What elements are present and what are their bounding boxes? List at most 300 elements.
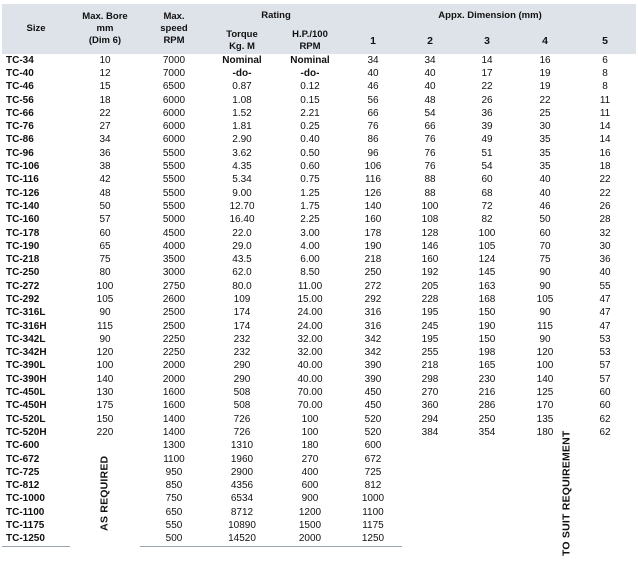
table-row	[2, 307, 636, 320]
dim-5-cell: 14	[599, 121, 611, 133]
table-row	[2, 147, 636, 160]
bore-header-line2: mm	[96, 23, 114, 34]
torque-header	[208, 28, 276, 54]
dim-3-cell: 165	[478, 360, 496, 372]
dim-1-cell: 672	[364, 453, 382, 465]
dim-1-cell: 1100	[362, 506, 384, 518]
dim-4-cell: 75	[539, 254, 551, 266]
dim-1-cell: 725	[364, 466, 382, 478]
size-cell: TC-116	[6, 174, 39, 186]
torque-cell: 9.00	[232, 187, 252, 199]
dim-1-cell: 40	[367, 67, 379, 79]
dim-3-cell: 124	[478, 254, 496, 266]
rpm-cell: 1400	[162, 413, 186, 425]
max-bore-header	[70, 4, 140, 54]
dim-1-cell: 342	[364, 333, 382, 345]
torque-cell: 80.0	[232, 280, 252, 292]
size-cell: TC-160	[6, 214, 40, 226]
hp-header	[276, 28, 344, 54]
dim-col-4-header: 4	[516, 28, 574, 54]
size-cell: TC-140	[6, 200, 40, 212]
hp-cell: 0.12	[300, 81, 320, 93]
dim-4-cell: 16	[539, 54, 551, 66]
dim-1-cell: 1000	[361, 493, 385, 505]
size-cell: TC-390L	[6, 360, 46, 372]
dim-5-cell: 47	[599, 293, 611, 305]
dim-5-cell: 22	[599, 187, 611, 199]
size-cell: TC-40	[6, 67, 34, 79]
dim-3-cell: 54	[481, 161, 493, 173]
torque-cell: 1.08	[232, 94, 252, 106]
torque-cell: 22.0	[232, 227, 252, 239]
dim-1-cell: 56	[367, 94, 379, 106]
rpm-cell: 4000	[162, 240, 186, 252]
torque-cell: 10890	[228, 520, 256, 532]
hp-cell: 4.00	[300, 240, 320, 252]
dim-4-cell: 100	[536, 360, 554, 372]
rpm-cell: 2600	[162, 293, 186, 305]
torque-cell: 4.35	[232, 161, 252, 173]
dim-1-cell: 126	[364, 187, 382, 199]
dim-3-cell: 17	[481, 67, 493, 79]
rpm-cell: 5500	[162, 147, 186, 159]
hp-cell: Nominal	[290, 54, 330, 66]
dim-3-cell: 14	[481, 54, 493, 66]
bore-cell: 18	[99, 94, 111, 106]
size-cell: TC-106	[6, 161, 40, 173]
dim-4-cell: 40	[539, 187, 551, 199]
size-cell: TC-520H	[6, 426, 47, 438]
size-cell: TC-600	[6, 440, 40, 452]
hp-cell: 1.25	[300, 187, 320, 199]
rpm-cell: 5500	[162, 174, 186, 186]
dim-3-cell: 68	[481, 187, 493, 199]
rpm-cell: 2250	[162, 347, 186, 359]
dim-3-cell: 190	[478, 320, 496, 332]
table-row	[2, 67, 636, 80]
table-row	[2, 320, 636, 333]
dim-3-cell: 105	[478, 240, 496, 252]
table-row	[2, 187, 636, 200]
dim-5-cell: 28	[599, 214, 611, 226]
dim-5-cell: 18	[599, 161, 611, 173]
dim-2-cell: 195	[421, 333, 439, 345]
rpm-cell: 7000	[162, 54, 186, 66]
dim-5-cell: 16	[599, 147, 611, 159]
rpm-cell: 4500	[162, 227, 186, 239]
dim-2-cell: 108	[421, 214, 439, 226]
bore-cell: 150	[96, 413, 114, 425]
hp-cell: -do-	[300, 67, 320, 79]
dim-5-cell: 47	[599, 307, 611, 319]
table-row	[2, 174, 636, 187]
bore-cell: 12	[99, 67, 111, 79]
bore-cell: 38	[99, 161, 111, 173]
dim-5-cell: 8	[602, 67, 608, 79]
dim-to-suit-note: TO SUIT REQUIREMENT	[560, 430, 573, 556]
table-row	[2, 240, 636, 253]
dim-1-cell: 390	[364, 373, 382, 385]
rpm-cell: 950	[165, 466, 183, 478]
speed-header-line1: Max.	[163, 11, 185, 22]
dim-4-cell: 19	[539, 67, 551, 79]
rpm-cell: 3500	[162, 254, 186, 266]
dim-1-cell: 160	[364, 214, 382, 226]
torque-cell: Nominal	[222, 54, 262, 66]
dim-4-cell: 90	[539, 280, 551, 292]
dim-4-cell: 40	[539, 174, 551, 186]
torque-cell: 290	[233, 373, 251, 385]
dim-2-cell: 192	[421, 267, 439, 279]
rpm-cell: 2000	[162, 360, 186, 372]
size-cell: TC-725	[6, 466, 40, 478]
table-row	[2, 227, 636, 240]
torque-cell: 29.0	[232, 240, 252, 252]
torque-cell: -do-	[232, 67, 252, 79]
torque-cell: 43.5	[232, 254, 252, 266]
dim-4-cell: 140	[536, 373, 554, 385]
dim-5-cell: 60	[599, 387, 611, 399]
hp-cell: 24.00	[297, 307, 323, 319]
size-cell: TC-450L	[6, 387, 46, 399]
dim-4-cell: 35	[539, 134, 551, 146]
size-cell: TC-250	[6, 267, 40, 279]
hp-cell: 0.50	[300, 147, 320, 159]
dim-5-cell: 11	[599, 94, 611, 106]
dim-4-cell: 25	[539, 107, 551, 119]
speed-header-line3: RPM	[163, 35, 185, 46]
dim-3-cell: 60	[481, 174, 493, 186]
hp-cell: 600	[301, 480, 319, 492]
size-cell: TC-190	[6, 240, 40, 252]
size-cell: TC-86	[6, 134, 34, 146]
dim-5-cell: 53	[599, 347, 611, 359]
hp-cell: 8.50	[300, 267, 320, 279]
table-body	[2, 54, 636, 556]
dim-3-cell: 286	[478, 400, 496, 412]
rpm-cell: 500	[140, 533, 208, 547]
rpm-cell: 5500	[162, 200, 186, 212]
size-cell: TC-672	[6, 453, 40, 465]
speed-header-line2: speed	[160, 23, 188, 34]
dim-5-cell: 32	[599, 227, 611, 239]
dim-5-cell: 22	[599, 174, 611, 186]
rpm-cell: 1100	[163, 453, 185, 465]
dim-3-cell: 150	[478, 307, 496, 319]
dim-5-cell: 47	[599, 320, 611, 332]
hp-cell: 180	[301, 440, 319, 452]
dim-5-cell: 60	[599, 400, 611, 412]
dim-2-cell: 298	[421, 373, 439, 385]
dim-2-cell: 294	[421, 413, 439, 425]
dim-2-cell: 34	[424, 54, 436, 66]
size-cell: TC-46	[6, 81, 34, 93]
torque-cell: 1.52	[232, 107, 252, 119]
dim-3-cell: 51	[481, 147, 493, 159]
hp-cell: 0.75	[300, 174, 320, 186]
bore-cell: 220	[96, 426, 114, 438]
torque-cell: 1960	[230, 453, 254, 465]
dim-col-1-header: 1	[344, 28, 402, 54]
torque-cell: 1310	[230, 440, 254, 452]
dim-1-cell: 450	[364, 387, 382, 399]
size-header: Size	[2, 4, 70, 54]
bore-cell: 80	[99, 267, 111, 279]
dim-4-cell: 170	[536, 400, 554, 412]
size-cell: TC-66	[6, 107, 34, 119]
rpm-cell: 6500	[162, 81, 186, 93]
dim-2-cell: 228	[421, 293, 439, 305]
table-row	[2, 94, 636, 107]
rating-header: Rating	[208, 4, 344, 28]
hp-cell: 24.00	[297, 320, 323, 332]
hp-cell: 100	[301, 413, 319, 425]
size-cell: TC-96	[6, 147, 34, 159]
bore-cell: 140	[96, 373, 114, 385]
dim-3-cell: 36	[481, 107, 493, 119]
bore-cell: 22	[99, 107, 111, 119]
dim-3-cell: 39	[481, 121, 493, 133]
size-cell: TC-126	[6, 187, 40, 199]
dim-1-cell: 218	[364, 254, 382, 266]
dim-3-cell: 82	[481, 214, 493, 226]
bore-cell: 57	[99, 214, 111, 226]
torque-cell: 12.70	[229, 200, 255, 212]
bore-cell: 100	[96, 280, 114, 292]
dim-4-cell: 125	[536, 387, 554, 399]
dim-3-cell: 150	[478, 333, 496, 345]
dim-4-cell: 22	[539, 94, 551, 106]
table-row	[2, 134, 636, 147]
dim-1-cell: 1175	[362, 520, 384, 532]
table-row	[2, 253, 636, 266]
bore-as-required-note: AS REQUIRED	[98, 455, 111, 531]
dim-1-cell: 600	[364, 440, 382, 452]
hp-cell: 3.00	[300, 227, 320, 239]
dim-1-cell: 34	[367, 54, 379, 66]
size-cell: TC-1000	[6, 493, 45, 505]
dim-2-cell: 255	[421, 347, 439, 359]
dim-2-cell: 66	[424, 121, 436, 133]
table-row	[2, 267, 636, 280]
rpm-cell: 2500	[162, 307, 186, 319]
dim-2-cell: 128	[421, 227, 439, 239]
rpm-cell: 1600	[162, 400, 186, 412]
torque-header-line1: Torque	[226, 29, 258, 40]
bore-cell: 120	[96, 347, 114, 359]
hp-cell: 40.00	[297, 360, 323, 372]
table-row	[2, 386, 636, 399]
coupling-spec-table	[2, 4, 636, 556]
dim-4-cell: 19	[539, 81, 551, 93]
table-row	[2, 120, 636, 133]
dim-4-cell: 90	[539, 267, 551, 279]
dim-1-cell: 520	[364, 426, 382, 438]
table-row	[2, 293, 636, 306]
dim-4-cell: 90	[539, 333, 551, 345]
dim-4-cell: 120	[536, 347, 554, 359]
dim-2-cell: 40	[424, 67, 436, 79]
torque-cell: 5.34	[232, 174, 252, 186]
dim-1-cell: 106	[364, 161, 382, 173]
dim-4-cell: 135	[536, 413, 554, 425]
table-row	[2, 426, 636, 439]
torque-header-line2: Kg. M	[229, 41, 255, 52]
dim-5-cell: 26	[599, 200, 611, 212]
table-row	[2, 333, 636, 346]
dim-1-cell: 250	[364, 267, 382, 279]
dim-1-cell: 450	[364, 400, 382, 412]
dim-5-cell: 40	[599, 267, 611, 279]
dim-5-cell: 14	[599, 134, 611, 146]
table-row	[2, 54, 636, 67]
table-row	[2, 107, 636, 120]
dim-2-cell: 54	[424, 107, 436, 119]
rpm-cell: 850	[165, 480, 183, 492]
size-cell: TC-450H	[6, 400, 47, 412]
dim-1-cell: 96	[367, 147, 379, 159]
torque-cell: 3.62	[232, 147, 252, 159]
hp-cell: 0.15	[300, 94, 320, 106]
dim-2-cell: 88	[424, 174, 436, 186]
rpm-cell: 6000	[162, 107, 186, 119]
bore-header-line3: (Dim 6)	[88, 35, 122, 46]
size-cell: TC-1250	[2, 533, 70, 547]
hp-cell: 15.00	[297, 293, 323, 305]
bore-cell: 15	[99, 81, 111, 93]
torque-cell: 508	[233, 387, 251, 399]
hp-cell: 400	[301, 466, 319, 478]
hp-cell: 2.21	[300, 107, 320, 119]
dim-5-cell: 57	[599, 373, 611, 385]
dim-1-cell: 342	[364, 347, 382, 359]
dim-3-cell: 145	[478, 267, 496, 279]
dim-1-cell: 66	[367, 107, 379, 119]
dim-3-cell: 72	[481, 200, 493, 212]
torque-cell: 8712	[230, 506, 254, 518]
dim-5-cell: 30	[599, 240, 611, 252]
dimension-header: Appx. Dimension (mm)	[344, 4, 636, 28]
dim-4-cell: 30	[539, 121, 551, 133]
hp-cell: 1200	[298, 506, 322, 518]
dim-3-cell: 168	[478, 293, 496, 305]
dim-4-cell: 60	[539, 227, 551, 239]
hp-cell: 70.00	[297, 387, 323, 399]
dim-3-cell: 250	[478, 413, 496, 425]
bore-cell: 48	[99, 187, 111, 199]
dim-2-cell: 245	[421, 320, 439, 332]
rpm-cell: 5500	[162, 187, 186, 199]
rpm-cell: 6000	[162, 134, 186, 146]
hp-cell: 11.00	[297, 280, 323, 292]
dim-2-cell: 270	[421, 387, 439, 399]
bore-cell: 36	[99, 147, 111, 159]
torque-cell: 508	[233, 400, 251, 412]
dim-col-3-header: 3	[458, 28, 516, 54]
rpm-cell: 6000	[162, 121, 186, 133]
dim-1-cell: 178	[364, 227, 382, 239]
dim-1-cell: 292	[364, 293, 382, 305]
dim-3-cell: 26	[481, 94, 493, 106]
hp-header-line1: H.P./100	[292, 29, 328, 40]
hp-cell: 0.60	[300, 161, 320, 173]
table-row	[2, 214, 636, 227]
bore-header-line1: Max. Bore	[82, 11, 128, 22]
dim-5-cell: 55	[599, 280, 611, 292]
size-cell: TC-390H	[6, 373, 47, 385]
table-row	[2, 413, 636, 426]
dim-2-cell: 384	[421, 426, 439, 438]
rpm-cell: 3000	[162, 267, 186, 279]
bore-cell: 42	[99, 174, 111, 186]
bore-cell: 50	[99, 200, 111, 212]
dim-1-cell: 140	[364, 200, 382, 212]
dim-1-cell: 272	[364, 280, 382, 292]
hp-cell: 0.40	[300, 134, 320, 146]
dim-4-cell: 46	[539, 200, 551, 212]
dim-3-cell: 22	[481, 81, 493, 93]
dim-1-cell: 76	[367, 121, 379, 133]
bore-cell: 175	[96, 400, 114, 412]
torque-cell: 1.81	[232, 121, 252, 133]
dim-5-cell: 62	[599, 426, 611, 438]
dim-1-cell: 520	[364, 413, 382, 425]
bore-cell: 90	[99, 307, 111, 319]
bore-cell: 65	[99, 240, 111, 252]
rpm-cell: 2500	[162, 320, 186, 332]
max-speed-header	[140, 4, 208, 54]
dim-3-cell: 198	[478, 347, 496, 359]
dim-col-2-header: 2	[402, 28, 458, 54]
dim-3-cell: 100	[478, 227, 496, 239]
bore-cell: 60	[99, 227, 111, 239]
torque-cell: 62.0	[232, 267, 252, 279]
dim-5-cell: 11	[599, 107, 611, 119]
table-row	[2, 200, 636, 213]
table-row	[2, 280, 636, 293]
size-cell: TC-812	[6, 480, 40, 492]
table-row	[2, 160, 636, 173]
torque-cell: 726	[233, 413, 251, 425]
dim-2-cell: 195	[421, 307, 439, 319]
torque-cell: 14520	[208, 533, 276, 547]
dim-3-cell: 163	[478, 280, 496, 292]
torque-cell: 232	[233, 333, 251, 345]
hp-cell: 40.00	[297, 373, 323, 385]
hp-cell: 70.00	[297, 400, 323, 412]
rpm-cell: 1600	[162, 387, 186, 399]
table-row	[2, 360, 636, 373]
rpm-cell: 5500	[162, 161, 186, 173]
size-cell: TC-342L	[6, 333, 46, 345]
hp-cell: 100	[301, 426, 319, 438]
dim-5-cell: 62	[599, 413, 611, 425]
hp-cell: 2.25	[300, 214, 320, 226]
bore-cell: 130	[96, 387, 114, 399]
dim-2-cell: 160	[421, 254, 439, 266]
hp-cell: 1500	[298, 520, 322, 532]
size-cell: TC-56	[6, 94, 34, 106]
torque-cell: 726	[233, 426, 251, 438]
rpm-cell: 750	[165, 493, 183, 505]
dim-1-cell: 1250	[344, 533, 402, 547]
dim-4-cell: 105	[536, 293, 554, 305]
dim-3-cell: 49	[481, 134, 493, 146]
hp-header-line2: RPM	[299, 41, 321, 52]
size-cell: TC-316H	[6, 320, 47, 332]
torque-cell: 290	[233, 360, 251, 372]
dim-2-cell: 218	[421, 360, 439, 372]
